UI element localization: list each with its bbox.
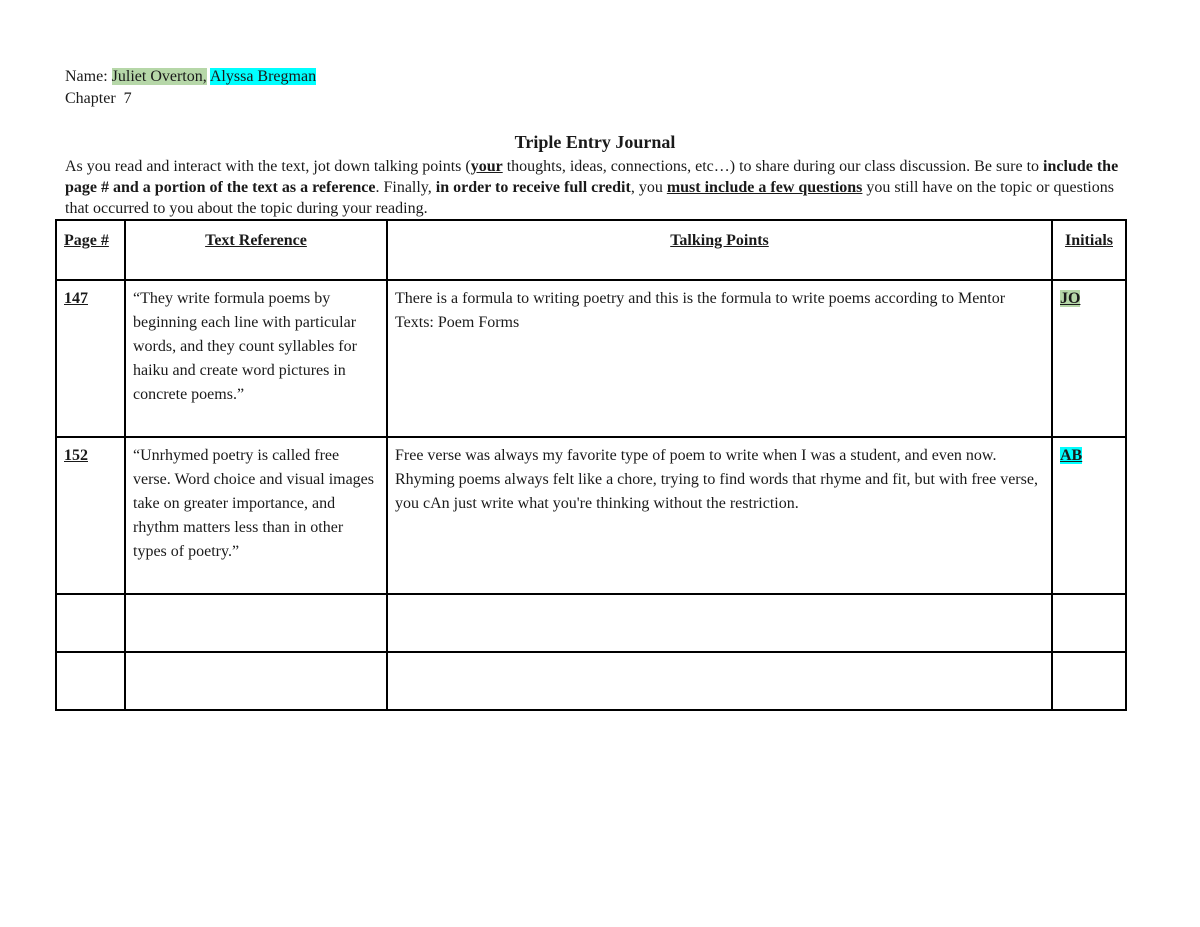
cell-reference: “They write formula poems by beginning each line with particular words, and they count syllables for haiku and create word pictures in concrete poems.” [125, 280, 387, 437]
instr-text-4: , you [630, 179, 667, 196]
instr-full-credit: in order to receive full credit [435, 179, 631, 196]
name-label: Name: [65, 68, 112, 85]
header-talking-points: Talking Points [387, 220, 1052, 280]
student-name-juliet: Juliet Overton, [111, 68, 207, 85]
table-row-empty [56, 652, 1126, 710]
instructions [65, 156, 1125, 219]
document-title: Triple Entry Journal [514, 132, 676, 152]
cell-page [56, 437, 125, 594]
header-text-reference: Text Reference [125, 220, 387, 280]
cell-empty[interactable] [56, 652, 125, 710]
table-header-row [56, 220, 1126, 280]
instr-text-5: you still have on the topic or questions that occurred to you about the topic during your reading. [65, 179, 1114, 217]
cell-empty[interactable] [56, 594, 125, 652]
initials-badge: JO [1060, 290, 1081, 307]
cell-empty[interactable] [387, 652, 1052, 710]
instr-text-2: thoughts, ideas, connections, etc…) to share during our class discussion. Be sure to [502, 158, 1044, 175]
instr-your: your [470, 158, 503, 175]
journal-table [55, 219, 1127, 711]
instr-include-page: include the page # and a portion of the text as a reference [65, 158, 1119, 196]
table-row [56, 280, 1126, 437]
cell-initials [1052, 280, 1126, 437]
header-initials: Initials [1052, 220, 1126, 280]
instr-text-3: . Finally, [375, 179, 436, 196]
cell-empty[interactable] [125, 652, 387, 710]
cell-page [56, 280, 125, 437]
student-name-alyssa: Alyssa Bregman [209, 68, 317, 85]
page-number: 152 [64, 447, 88, 464]
instr-text-1: As you read and interact with the text, jot down talking points ( [65, 158, 471, 175]
cell-talking-points: Free verse was always my favorite type of poem to write when I was a student, and even now. Rhyming poems always felt like a chore, trying to find words that rhyme and fit, but with free verse, you cAn just write what you're thinking without the restriction. [387, 437, 1052, 594]
chapter-line: Chapter 7 [65, 90, 132, 107]
instr-must-include: must include a few questions [666, 179, 863, 196]
cell-reference: “Unrhymed poetry is called free verse. Word choice and visual images take on greater importance, and rhythm matters less than in other types of poetry.” [125, 437, 387, 594]
cell-empty[interactable] [1052, 594, 1126, 652]
page-number: 147 [64, 290, 88, 307]
initials-badge: AB [1060, 447, 1083, 464]
table-row [56, 437, 1126, 594]
cell-initials [1052, 437, 1126, 594]
name-line [65, 66, 1135, 88]
cell-empty[interactable] [125, 594, 387, 652]
document-header [65, 66, 1135, 110]
cell-empty[interactable] [387, 594, 1052, 652]
cell-empty[interactable] [1052, 652, 1126, 710]
table-row-empty [56, 594, 1126, 652]
header-page: Page # [56, 220, 125, 280]
cell-talking-points: There is a formula to writing poetry and this is the formula to write poems according to Mentor Texts: Poem Forms [387, 280, 1052, 437]
